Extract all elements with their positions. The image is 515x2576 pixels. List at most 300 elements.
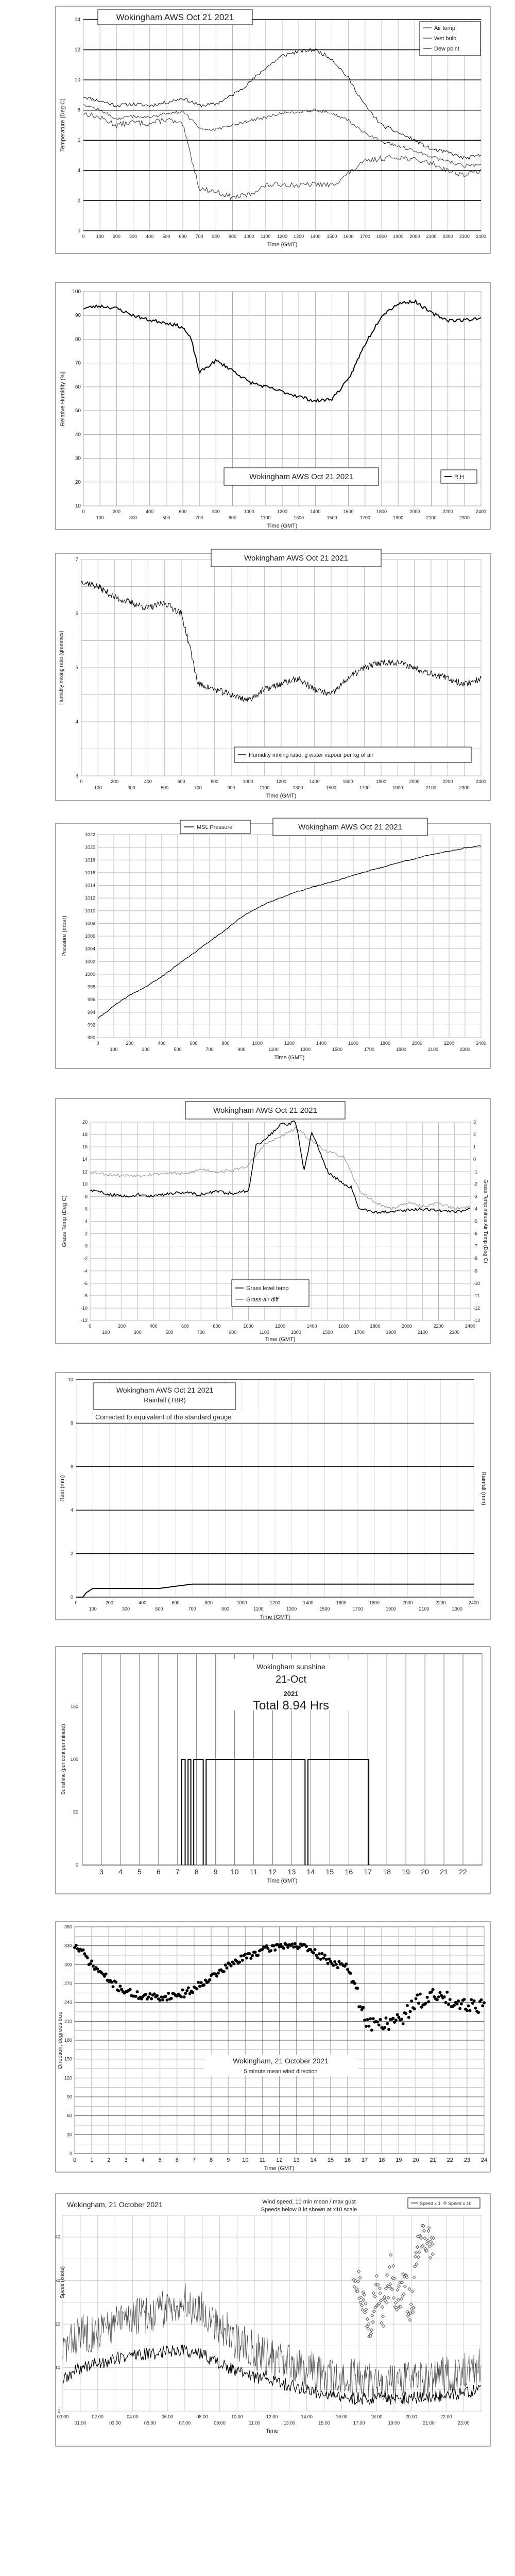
x-tick-label: 2300 (459, 234, 470, 239)
x-tick-label: 2100 (427, 1047, 439, 1052)
x-tick-label: 11:00 (249, 2420, 261, 2426)
chart-5 (56, 1098, 490, 1344)
direction-point (362, 2006, 365, 2009)
direction-point (320, 1952, 323, 1955)
y-tick-label: 10 (75, 503, 81, 509)
y-tick-label: -2 (83, 1256, 88, 1261)
direction-point (470, 1998, 473, 2001)
x-tick-label: 2200 (433, 1324, 444, 1329)
direction-point (261, 1948, 264, 1951)
y-right-tick-label: -1 (473, 1169, 478, 1175)
y-tick-label: 16 (82, 1144, 88, 1150)
direction-point (144, 1993, 147, 1996)
y-right-axis-label: Rainfall (mm) (480, 1471, 487, 1505)
x-tick-label: 600 (179, 509, 187, 514)
direction-point (410, 1999, 413, 2003)
x-tick-label: 2000 (409, 234, 420, 239)
x-axis-label: Time (GMT) (267, 242, 298, 248)
direction-point (286, 1946, 289, 1949)
y-tick-label: 998 (87, 984, 95, 990)
direction-point (241, 1959, 244, 1962)
chart-title: Wokingham AWS Oct 21 2021 (244, 554, 348, 563)
x-tick-label: 2400 (475, 1041, 487, 1046)
x-tick-label: 1300 (286, 1606, 297, 1612)
chart-subtitle: 5 minute mean wind direction (244, 2069, 318, 2075)
y-tick-label: -4 (83, 1268, 88, 1274)
x-tick-label: 5 (137, 1868, 142, 1876)
x-tick-label: 2200 (435, 1600, 446, 1605)
direction-point (443, 1995, 446, 1998)
y-tick-label: 0 (69, 2151, 72, 2156)
direction-point (400, 2018, 403, 2021)
x-tick-label: 900 (228, 515, 237, 520)
y-tick-label: 14 (82, 1157, 88, 1162)
y-tick-label: 8 (70, 1420, 73, 1426)
x-tick-label: 500 (162, 234, 170, 239)
x-axis-label: Time (265, 2428, 279, 2434)
x-tick-label: 6 (156, 1868, 161, 1876)
direction-point (215, 1975, 218, 1978)
y-tick-label: 50 (73, 1809, 78, 1815)
y-tick-label: 1020 (84, 844, 95, 850)
direction-point (483, 2001, 486, 2004)
x-tick-label: 10 (230, 1868, 239, 1876)
y-tick-label: 8 (84, 1194, 88, 1199)
x-tick-label: 2200 (442, 234, 453, 239)
x-tick-label: 2200 (442, 779, 453, 784)
direction-point (335, 1963, 338, 1966)
x-tick-label: 1700 (352, 1606, 363, 1612)
x-tick-label: 2000 (409, 779, 420, 784)
y-axis-label: Sunshine (per cent per minute) (61, 1724, 66, 1795)
direction-point (457, 1999, 460, 2003)
chart-title: Wokingham, 21 October 2021 (67, 2200, 163, 2209)
direction-point (466, 2009, 469, 2012)
x-tick-label: 100 (94, 785, 102, 790)
x-tick-label: 06:00 (161, 2414, 174, 2419)
x-tick-label: 1900 (392, 785, 403, 790)
x-tick-label: 3 (124, 2157, 128, 2163)
direction-point (89, 1962, 92, 1965)
x-tick-label: 13 (293, 2157, 300, 2163)
direction-point (249, 1957, 252, 1960)
x-tick-label: 1100 (253, 1606, 264, 1612)
x-tick-label: 200 (126, 1041, 134, 1046)
x-tick-label: 800 (204, 1600, 213, 1605)
y-right-tick-label: -4 (473, 1206, 478, 1212)
x-tick-label: 21 (430, 2157, 436, 2163)
y-right-tick-label: -5 (473, 1218, 478, 1224)
y-tick-label: 330 (64, 1943, 72, 1948)
x-tick-label: 6 (175, 2157, 179, 2163)
chart-8 (56, 1922, 490, 2172)
direction-point (134, 1995, 138, 1998)
y-tick-label: 270 (64, 1981, 72, 1986)
x-tick-label: 1300 (294, 515, 304, 520)
y-tick-label: 4 (70, 1507, 73, 1513)
direction-point (170, 1997, 173, 2000)
direction-point (426, 1996, 429, 1999)
chart-1 (56, 6, 490, 253)
direction-point (385, 2016, 388, 2020)
chart-note: Speeds below 8 kt shown at x10 scale (261, 2207, 357, 2213)
direction-point (397, 2016, 400, 2019)
x-axis-label: Time (GMT) (267, 1878, 298, 1884)
x-tick-label: 800 (212, 509, 220, 514)
y-tick-label: 12 (82, 1169, 88, 1175)
direction-point (349, 1972, 352, 1975)
x-tick-label: 1200 (269, 1600, 281, 1605)
direction-point (438, 1991, 441, 1994)
y-tick-label: 1000 (84, 971, 95, 977)
direction-point (318, 1952, 321, 1955)
direction-point (273, 1948, 277, 1952)
x-tick-label: 02:00 (92, 2414, 104, 2419)
x-tick-label: 1500 (319, 1606, 330, 1612)
x-tick-label: 1900 (393, 234, 404, 239)
x-tick-label: 01:00 (74, 2420, 87, 2426)
direction-point (316, 1956, 319, 1959)
y-tick-label: 150 (64, 2056, 72, 2062)
x-tick-label: 300 (129, 234, 138, 239)
direction-point (153, 1992, 156, 1995)
x-tick-label: 20 (413, 2157, 419, 2163)
y-tick-label: 4 (84, 1218, 88, 1224)
direction-point (333, 1960, 336, 1963)
x-axis-label: Time (GMT) (260, 1614, 290, 1620)
x-axis-label: Time (GMT) (274, 1055, 305, 1061)
direction-point (165, 1998, 168, 2002)
direction-point (436, 1998, 439, 2002)
x-tick-label: 0 (80, 779, 83, 784)
x-tick-label: 1900 (386, 1330, 397, 1335)
x-tick-label: 05:00 (144, 2420, 156, 2426)
direction-point (105, 1973, 108, 1976)
direction-point (167, 1992, 170, 1995)
x-tick-label: 1000 (243, 779, 253, 784)
direction-point (90, 1959, 93, 1962)
y-tick-label: 30 (55, 2278, 60, 2283)
x-tick-label: 12:00 (266, 2414, 278, 2419)
y-tick-label: 994 (87, 1009, 95, 1015)
direction-point (372, 2017, 375, 2020)
y-tick-label: 1014 (84, 883, 95, 888)
y-tick-label: 150 (70, 1704, 78, 1709)
x-tick-label: 700 (188, 1606, 196, 1612)
y-right-tick-label: -3 (473, 1194, 478, 1199)
direction-point (217, 1972, 220, 1975)
direction-point (305, 1945, 308, 1948)
x-tick-label: 2100 (419, 1606, 430, 1612)
x-tick-label: 20 (421, 1868, 429, 1876)
y-tick-label: 4 (75, 719, 78, 725)
x-tick-label: 17 (362, 2157, 368, 2163)
x-tick-label: 400 (146, 234, 154, 239)
y-tick-label: 10 (55, 2365, 60, 2370)
x-tick-label: 0 (96, 1041, 99, 1046)
chart-subtitle: Rainfall (TBR) (144, 1396, 186, 1404)
x-tick-label: 20:00 (405, 2414, 417, 2419)
direction-point (200, 1981, 203, 1984)
x-tick-label: 00:00 (57, 2414, 69, 2419)
y-tick-label: 180 (64, 2038, 72, 2043)
x-tick-label: 2100 (417, 1330, 428, 1335)
x-tick-label: 04:00 (127, 2414, 139, 2419)
y-tick-label: 70 (75, 360, 81, 366)
x-tick-label: 22 (459, 1868, 467, 1876)
direction-point (468, 2009, 471, 2012)
chart-4 (56, 818, 490, 1069)
x-tick-label: 1300 (293, 785, 303, 790)
x-tick-label: 10 (242, 2157, 249, 2163)
x-tick-label: 2300 (459, 785, 470, 790)
chart-2 (56, 282, 490, 530)
direction-point (480, 1998, 483, 2002)
y-tick-label: 1004 (84, 946, 95, 952)
direction-point (230, 1964, 233, 1968)
x-tick-label: 1300 (300, 1047, 311, 1052)
x-tick-label: 2100 (426, 515, 437, 520)
x-tick-label: 19:00 (388, 2420, 400, 2426)
x-tick-label: 9 (227, 2157, 230, 2163)
y-tick-label: 7 (75, 557, 78, 563)
y-tick-label: 0 (57, 2409, 60, 2414)
chart-3 (56, 549, 490, 801)
x-tick-label: 1800 (375, 779, 387, 784)
direction-point (244, 1953, 247, 1956)
y-tick-label: 2 (77, 198, 80, 204)
x-tick-label: 3 (99, 1868, 104, 1876)
direction-point (336, 1966, 339, 1969)
direction-point (445, 1991, 449, 1994)
x-tick-label: 1400 (310, 234, 321, 239)
x-tick-label: 1000 (244, 234, 254, 239)
y-tick-label: 10 (74, 77, 80, 83)
legend-label: Humidity mixing ratio, g water vapour per kg of air (249, 752, 374, 758)
x-tick-label: 800 (221, 1041, 230, 1046)
direction-point (225, 1967, 228, 1970)
x-tick-label: 15:00 (318, 2420, 330, 2426)
y-tick-label: 90 (75, 313, 81, 319)
y-axis-label: Humidity mixing ratio (grammes) (59, 631, 64, 705)
direction-point (356, 1987, 359, 1990)
x-tick-label: 2100 (425, 785, 437, 790)
x-tick-label: 22:00 (440, 2414, 452, 2419)
direction-point (156, 1994, 159, 1997)
y-tick-label: 10 (67, 1377, 73, 1382)
x-tick-label: 200 (112, 509, 121, 514)
x-tick-label: 1600 (343, 509, 354, 514)
y-tick-label: 60 (75, 384, 81, 390)
x-tick-label: 24 (480, 2157, 488, 2163)
direction-point (183, 1995, 186, 1998)
x-tick-label: 8 (209, 2157, 213, 2163)
y-tick-label: 30 (66, 2132, 72, 2138)
x-tick-label: 07:00 (179, 2420, 191, 2426)
direction-point (449, 1998, 452, 2001)
x-tick-label: 2300 (452, 1606, 462, 1612)
x-tick-label: 11 (259, 2157, 266, 2163)
x-tick-label: 13:00 (283, 2420, 296, 2426)
x-tick-label: 700 (194, 785, 202, 790)
x-tick-label: 0 (89, 1324, 92, 1329)
x-tick-label: 1100 (259, 785, 270, 790)
direction-point (290, 1942, 294, 1945)
direction-point (416, 1993, 419, 1996)
y-axis-label: Speed (knots) (60, 2266, 65, 2299)
direction-point (402, 2022, 405, 2025)
x-tick-label: 16:00 (336, 2414, 348, 2419)
x-tick-label: 7 (192, 2157, 196, 2163)
direction-point (269, 1949, 272, 1952)
direction-point (396, 2013, 399, 2016)
y-right-tick-label: 2 (473, 1132, 476, 1138)
x-tick-label: 23:00 (457, 2420, 470, 2426)
x-tick-label: 1600 (336, 1600, 347, 1605)
direction-point (159, 1999, 162, 2002)
y-tick-label: 1022 (84, 832, 95, 837)
x-tick-label: 2300 (449, 1330, 460, 1335)
y-tick-label: 60 (66, 2113, 72, 2119)
legend-label: Speed x 1 (420, 2201, 441, 2206)
y-right-tick-label: 0 (473, 1157, 476, 1162)
direction-point (86, 1956, 89, 1959)
direction-point (427, 2000, 430, 2003)
y-tick-label: 12 (74, 47, 80, 53)
y-right-tick-label: -2 (473, 1181, 478, 1187)
y-tick-label: 0 (84, 1243, 88, 1249)
y-tick-label: 10 (82, 1181, 88, 1187)
x-tick-label: 10:00 (231, 2414, 243, 2419)
x-tick-label: 1800 (370, 1324, 381, 1329)
x-tick-label: 2 (107, 2157, 111, 2163)
legend-label: MSL Pressure (197, 824, 233, 831)
x-tick-label: 500 (165, 1330, 174, 1335)
x-tick-label: 18 (379, 2157, 385, 2163)
direction-point (326, 1962, 329, 1965)
direction-point (322, 1957, 325, 1960)
x-tick-label: 1500 (332, 1047, 343, 1052)
direction-point (432, 1988, 435, 1991)
x-tick-label: 100 (89, 1606, 97, 1612)
x-tick-label: 900 (227, 785, 235, 790)
x-tick-label: 100 (96, 234, 104, 239)
x-tick-label: 1200 (277, 234, 288, 239)
direction-point (110, 1980, 113, 1984)
x-tick-label: 900 (237, 1047, 246, 1052)
x-tick-label: 800 (212, 234, 220, 239)
x-tick-label: 1700 (359, 515, 370, 520)
x-tick-label: 15 (325, 1868, 334, 1876)
x-tick-label: 200 (111, 779, 119, 784)
x-tick-label: 19 (402, 1868, 410, 1876)
x-tick-label: 22 (447, 2157, 453, 2163)
y-tick-label: 1018 (84, 857, 95, 863)
x-tick-label: 1800 (369, 1600, 380, 1605)
x-tick-label: 500 (174, 1047, 182, 1052)
x-tick-label: 1200 (274, 1324, 286, 1329)
chart-annotation: Corrected to equivalent of the standard gauge (95, 1413, 232, 1421)
direction-point (462, 1998, 466, 2001)
x-tick-label: 200 (117, 1324, 126, 1329)
direction-point (325, 1958, 328, 1961)
direction-point (424, 2002, 427, 2005)
x-tick-label: 100 (110, 1047, 118, 1052)
x-tick-label: 400 (146, 509, 154, 514)
y-axis-label: Rain (mm) (59, 1475, 65, 1502)
x-tick-label: 600 (179, 234, 187, 239)
x-tick-label: 14 (310, 2157, 317, 2163)
direction-point (232, 1962, 235, 1965)
y-axis-label: Temperature (Deg C) (60, 98, 66, 152)
direction-point (359, 2005, 362, 2008)
x-tick-label: 03:00 (109, 2420, 121, 2426)
direction-point (114, 1980, 117, 1984)
y-tick-label: 6 (77, 138, 80, 144)
direction-point (406, 2004, 409, 2007)
x-tick-label: 1400 (306, 1324, 317, 1329)
y-tick-label: 1002 (84, 959, 95, 964)
x-tick-label: 9 (213, 1868, 218, 1876)
chart-title: Wokingham AWS Oct 21 2021 (213, 1106, 317, 1115)
y-right-tick-label: -10 (473, 1280, 480, 1286)
x-tick-label: 14 (306, 1868, 315, 1876)
y-right-axis-label: Grass Temp minus Air Temp (Deg C) (483, 1179, 488, 1263)
direction-point (92, 1964, 95, 1968)
x-tick-label: 13 (287, 1868, 296, 1876)
x-tick-label: 16 (344, 2157, 351, 2163)
x-tick-label: 900 (221, 1606, 230, 1612)
direction-point (112, 1985, 115, 1988)
x-tick-label: 1400 (310, 509, 321, 514)
x-tick-label: 4 (118, 1868, 123, 1876)
y-tick-label: 0 (70, 1595, 73, 1600)
direction-point (377, 2024, 381, 2027)
y-tick-label: 6 (75, 611, 78, 617)
x-tick-label: 8 (194, 1868, 199, 1876)
x-tick-label: 200 (105, 1600, 113, 1605)
x-tick-label: 300 (122, 1606, 130, 1612)
x-tick-label: 7 (175, 1868, 180, 1876)
y-right-tick-label: -7 (473, 1243, 478, 1249)
x-tick-label: 1600 (343, 234, 354, 239)
chart-year: 2021 (283, 1690, 299, 1698)
direction-point (474, 2007, 477, 2010)
y-right-tick-label: -13 (473, 1318, 480, 1323)
legend-label: Air temp (434, 25, 455, 31)
y-tick-label: 100 (72, 289, 81, 295)
x-tick-label: 2400 (475, 234, 487, 239)
x-tick-label: 2400 (468, 1600, 479, 1605)
x-tick-label: 0 (82, 234, 85, 239)
direction-point (197, 1981, 200, 1984)
direction-point (332, 1964, 335, 1967)
x-tick-label: 17:00 (353, 2420, 365, 2426)
y-right-tick-label: -6 (473, 1231, 478, 1236)
direction-point (379, 2018, 382, 2021)
x-tick-label: 700 (205, 1047, 214, 1052)
x-tick-label: 4 (141, 2157, 145, 2163)
y-tick-label: 0 (77, 228, 80, 234)
direction-point (473, 1999, 476, 2003)
legend-label: Grass-air diff (246, 1297, 279, 1303)
x-axis-label: Time (GMT) (265, 1336, 296, 1343)
y-tick-label: 40 (55, 2234, 60, 2240)
x-tick-label: 1000 (243, 1324, 254, 1329)
x-tick-label: 17 (364, 1868, 372, 1876)
y-tick-label: 30 (75, 455, 81, 462)
x-tick-label: 2300 (459, 1047, 471, 1052)
